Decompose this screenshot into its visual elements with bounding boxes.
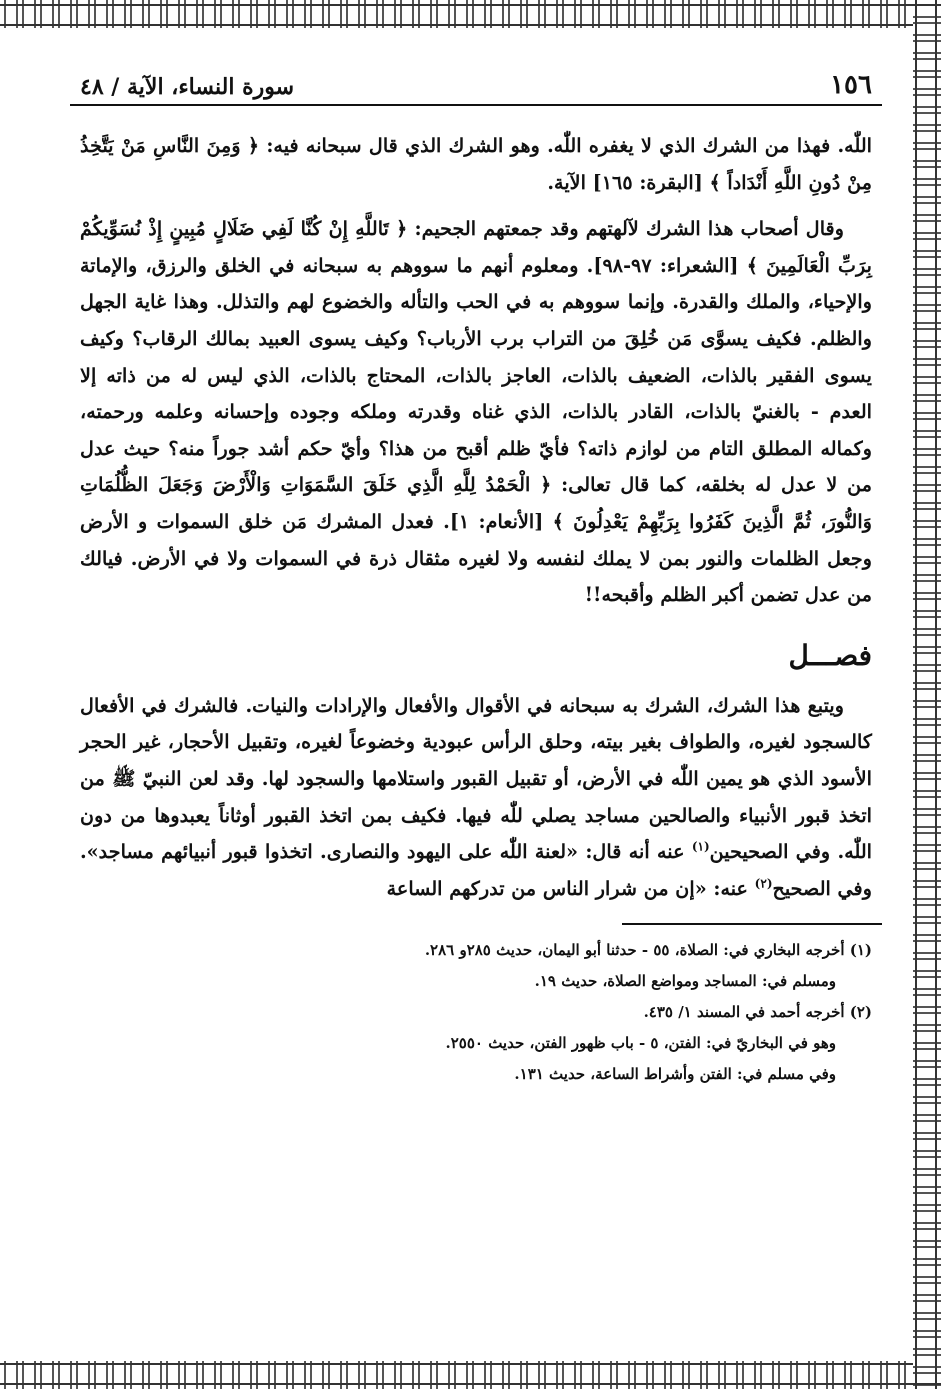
border-line [0, 1363, 913, 1365]
footnote-ref-2[interactable]: (٢) [754, 876, 773, 891]
paragraph-text: عنه: «إن من شرار الناس من تدركهم الساعة [386, 876, 755, 900]
footnote-ref-1[interactable]: (١) [691, 839, 710, 854]
paragraph: اللّٰه. فهذا من الشرك الذي لا يغفره اللّٰه. وهو الشرك الذي قال سبحانه فيه: ﴿ وَمِنَ النَّاسِ مَنْ يَتَّخِذُ مِنْ دُونِ اللَّهِ أَنْدَاداً ﴾ [البقرة: ١٦٥] الآية. [80, 134, 872, 194]
border-line [0, 24, 913, 26]
paragraph-text: ويتبع هذا الشرك، الشرك به سبحانه في الأقوال والأفعال والإرادات والنيات. فالشرك في الأفعال كالسجود لغيره، والطواف بغير بيته، وحلق الرأس عبودية وخضوعاً لغيره، وتقبيل الأحجار، غير الحجر الأسود الذي هو يمين اللّٰه في الأرض، أو تقبيل القبور واستلامها والسجود لها. وقد لعن النبيّ ﷺ من اتخذ قبور الأنبياء والصالحين مساجد يصلي للّٰه فيها. فكيف بمن اتخذ القبور أوثاناً يعبدوها من دون اللّٰه. وفي الصحيحين [80, 693, 873, 864]
footnote: وهو في البخاريّ في: الفتن، ٥ - باب ظهور الفتن، حديث ٢٥٥٠. [445, 1034, 836, 1053]
book-page [70, 60, 882, 1090]
footnote: (٢) أخرجه أحمد في المسند ١/ ٤٣٥. [643, 1003, 872, 1022]
footnote: (١) أخرجه البخاري في: الصلاة، ٥٥ - حدثنا أبو اليمان، حديث ٢٨٥و ٢٨٦. [424, 941, 872, 960]
footnote: ومسلم في: المساجد ومواضع الصلاة، حديث ١٩. [534, 972, 836, 991]
border-line [915, 0, 917, 1389]
section-heading: فصـــل [788, 638, 872, 672]
paragraph: وقال أصحاب هذا الشرك لآلهتهم وقد جمعتهم الجحيم: ﴿ تَاللَّهِ إِنْ كُنَّا لَفِي ضَلَالٍ مُبِينٍ إِذْ نُسَوِّيكُمْ بِرَبِّ الْعَالَمِينَ ﴾ [الشعراء: ٩٧-٩٨]. ومعلوم أنهم ما سووهم به سبحانه في الخلق والرزق، والإماتة والإحياء، والملك والقدرة. وإنما سووهم به في الحب والتأله والخضوع لهم والتذلل. وهذا غاية الجهل والظلم. فكيف يسوَّى مَن خُلِقَ من التراب برب الأرباب؟ وكيف يسوى العبيد بمالك الرقاب؟ وكيف يسوى الفقير بالذات، الضعيف بالذات، العاجز بالذات، المحتاج بالذات، الذي ليس له من ذاته إلا العدم - بالغنيّ بالذات، القادر بالذات، الذي غناه وقدرته وملكه وجوده وإحسانه وعلمه ورحمته، وكماله المطلق التام من لوازم ذاته؟ فأيّ ظلم أقبح من هذا؟ وأيّ حكم أشد جوراً منه؟ حيث عدل من لا عدل له بخلقه، كما قال تعالى: ﴿ الْحَمْدُ لِلَّهِ الَّذِي خَلَقَ السَّمَوَاتِ وَالْأَرْضَ وَجَعَلَ الظُّلُمَاتِ وَالنُّورَ، ثُمَّ الَّذِينَ كَفَرُوا بِرَبِّهِمْ يَعْدِلُونَ ﴾ [الأنعام: ١]. فعدل المشرك مَن خلق السموات و الأرض وجعل الظلمات والنور بمن لا يملك لنفسه ولا لغيره مثقال ذرة في السموات ولا في الأرض. فيالك من عدل تضمن أكبر الظلم وأقبحه!! [80, 217, 872, 607]
border-line [0, 4, 941, 6]
border-line [0, 1383, 941, 1385]
main-text [70, 128, 882, 907]
footnote: وفي مسلم في: الفتن وأشراط الساعة، حديث ١٣١. [514, 1065, 836, 1084]
page-header [70, 60, 882, 106]
paragraph [80, 688, 872, 908]
border-line [935, 0, 937, 1389]
running-title: سورة النساء، الآية / ٤٨ [80, 74, 295, 100]
page-number: ١٥٦ [830, 70, 872, 100]
paragraph-text: عنه أنه قال: «لعنة اللّٰه على اليهود والنصارى. اتخذوا قبور أنبيائهم مساجد». وفي الصحيح [80, 840, 872, 900]
footnotes [70, 935, 882, 1090]
footnote-divider [622, 923, 882, 925]
